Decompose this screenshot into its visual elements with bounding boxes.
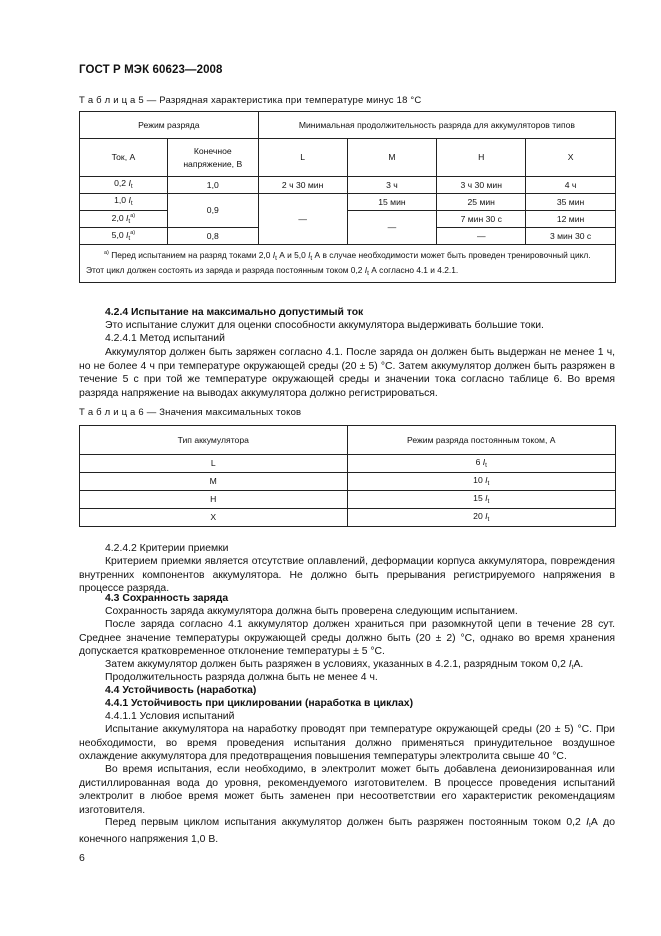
section-4-2-4-2-heading: 4.2.4.2 Критерии приемки [105,543,229,554]
table5-cell-H: — [437,228,526,245]
table5-cell-X: 4 ч [526,177,616,194]
section-4-2-4-2-text: Критерием приемки является отсутствие оплавлений, деформации корпуса аккумулятора, повреждения внутренних компонентов аккумулятора. Не должно быть прерывания регистрируемого напряжения в процессе разряда. [79,556,615,595]
section-4-2-4-text: Это испытание служит для оценки способности аккумулятора выдерживать большие токи. [105,320,544,331]
table5-cell-H: 25 мин [437,194,526,211]
table6-cell-current: 10 $I_t$ [347,473,616,491]
table6 [79,425,616,527]
table5-cell-current: 1,0 $I_t$ [80,194,168,211]
table6-cell-type: X [80,509,348,527]
section-4-4-1-1-heading: 4.4.1.1 Условия испытаний [105,711,235,722]
table5-mode-header: Режим разряда [80,112,259,139]
table5-cell-voltage: 0,9 [167,194,258,228]
table6-cell-type: M [80,473,348,491]
section-4-4-heading: 4.4 Устойчивость (наработка) [105,685,257,696]
table6-col-mode: Режим разряда постоянным током, А [347,426,616,455]
table6-col-type: Тип аккумулятора [80,426,348,455]
section-4-3-text-1: Сохранность заряда аккумулятора должна быть проверена следующим испытанием. [105,606,518,617]
table5-type-X: X [526,139,616,177]
table5 [79,111,616,283]
section-4-3-text-2: После заряда согласно 4.1 аккумулятор должен храниться при разомкнутой цепи в течение 28 сут. Среднее значение температуры окружающей среды должно быть (20 ± 2) °С, однако во время хранения допускается кратковременное отклонение температуры ± 5 °С. [79,619,615,658]
table5-footnote: $^{a)}$ Перед испытанием на разряд токами 2,0 $I_t$ А и 5,0 $I_t$ А в случае необходимости может быть проведен тренировочный цикл. Этот цикл должен состоять из заряда и разряда постоянным током 0,2 $I_t$ А согласно 4.1 и 4.2.1. [80,245,616,283]
section-4-3-text-3: Затем аккумулятор должен быть разряжен в условиях, указанных в 4.2.1, разрядным током 0,2 $I_tА$. [105,659,584,671]
table6-cell-current: 6 $I_t$ [347,455,616,473]
table5-cell-H: 7 мин 30 с [437,211,526,228]
table5-cell-X: 3 мин 30 с [526,228,616,245]
table5-cell-L: 2 ч 30 мин [258,177,347,194]
table5-cell-M: — [347,211,437,245]
table5-cell-L: — [258,194,347,245]
section-4-4-1-1-text-1: Испытание аккумулятора на наработку проводят при температуре окружающей среды (20 ± 5) °С. При необходимости, во время проведения испытания должно применяться принудительное воздушное охлаждение аккумулятора для предотвращения повышения температуры электролита свыше 40 °С. [79,724,615,763]
section-4-2-4-heading: 4.2.4 Испытание на максимально допустимый ток [105,307,364,318]
table6-cell-current: 20 $I_t$ [347,509,616,527]
section-4-4-1-1-text-2: Во время испытания, если необходимо, в электролит может быть добавлена деионизированная или дистиллированная вода до уровня, рекомендуемого изготовителем. В процессе проведения испытаний электролит в любое время может быть заменен при несоответствии его характеристик рекомендациям изготовителя. [79,764,615,816]
table5-type-M: M [347,139,437,177]
table5-cell-current: 2,0 $I_t^{a)}$ [80,211,168,228]
section-4-3-text-4: Продолжительность разряда должна быть не менее 4 ч. [105,672,378,683]
table5-caption: Т а б л и ц а 5 — Разрядная характеристика при температуре минус 18 °С [79,95,422,106]
table5-cell-voltage: 1,0 [167,177,258,194]
table5-cell-M: 3 ч [347,177,437,194]
table6-cell-type: L [80,455,348,473]
table5-cell-current: 5,0 $I_t^{a)}$ [80,228,168,245]
table5-type-L: L [258,139,347,177]
table5-type-H: H [437,139,526,177]
section-4-2-4-1-heading: 4.2.4.1 Метод испытаний [105,333,225,344]
table5-cell-voltage: 0,8 [167,228,258,245]
section-4-3-heading: 4.3 Сохранность заряда [105,593,229,604]
section-4-4-1-1-text-3: Перед первым циклом испытания аккумулятор должен быть разряжен постоянным током 0,2 $I_tА$ до конечного напряжения 1,0 В. [79,817,615,845]
page-number: 6 [79,852,85,864]
document-header: ГОСТ Р МЭК 60623—2008 [79,64,223,76]
table5-cell-M: 15 мин [347,194,437,211]
table6-cell-current: 15 $I_t$ [347,491,616,509]
section-4-4-1-heading: 4.4.1 Устойчивость при циклировании (наработка в циклах) [105,698,414,709]
table5-duration-header: Минимальная продолжительность разряда для аккумуляторов типов [258,112,615,139]
section-4-2-4-1-text: Аккумулятор должен быть заряжен согласно 4.1. После заряда он должен быть выдержан не менее 1 ч, но не более 4 ч при температуре окружающей среды (20 ± 5) °С. Затем аккумулятор должен быть разряжен в течение 5 с при той же температуре окружающей среды и значении тока согласно таблице 6. Во время разряда напряжение на выводах аккумулятора должно регистрироваться. [79,347,615,399]
table5-cell-current: 0,2 $I_t$ [80,177,168,194]
table5-col-voltage: Конечное напряжение, В [167,139,258,177]
table5-cell-H: 3 ч 30 мин [437,177,526,194]
table5-cell-X: 12 мин [526,211,616,228]
table6-cell-type: H [80,491,348,509]
table5-cell-X: 35 мин [526,194,616,211]
table6-caption: Т а б л и ц а 6 — Значения максимальных токов [79,407,302,418]
table5-col-current: Ток, А [80,139,168,177]
